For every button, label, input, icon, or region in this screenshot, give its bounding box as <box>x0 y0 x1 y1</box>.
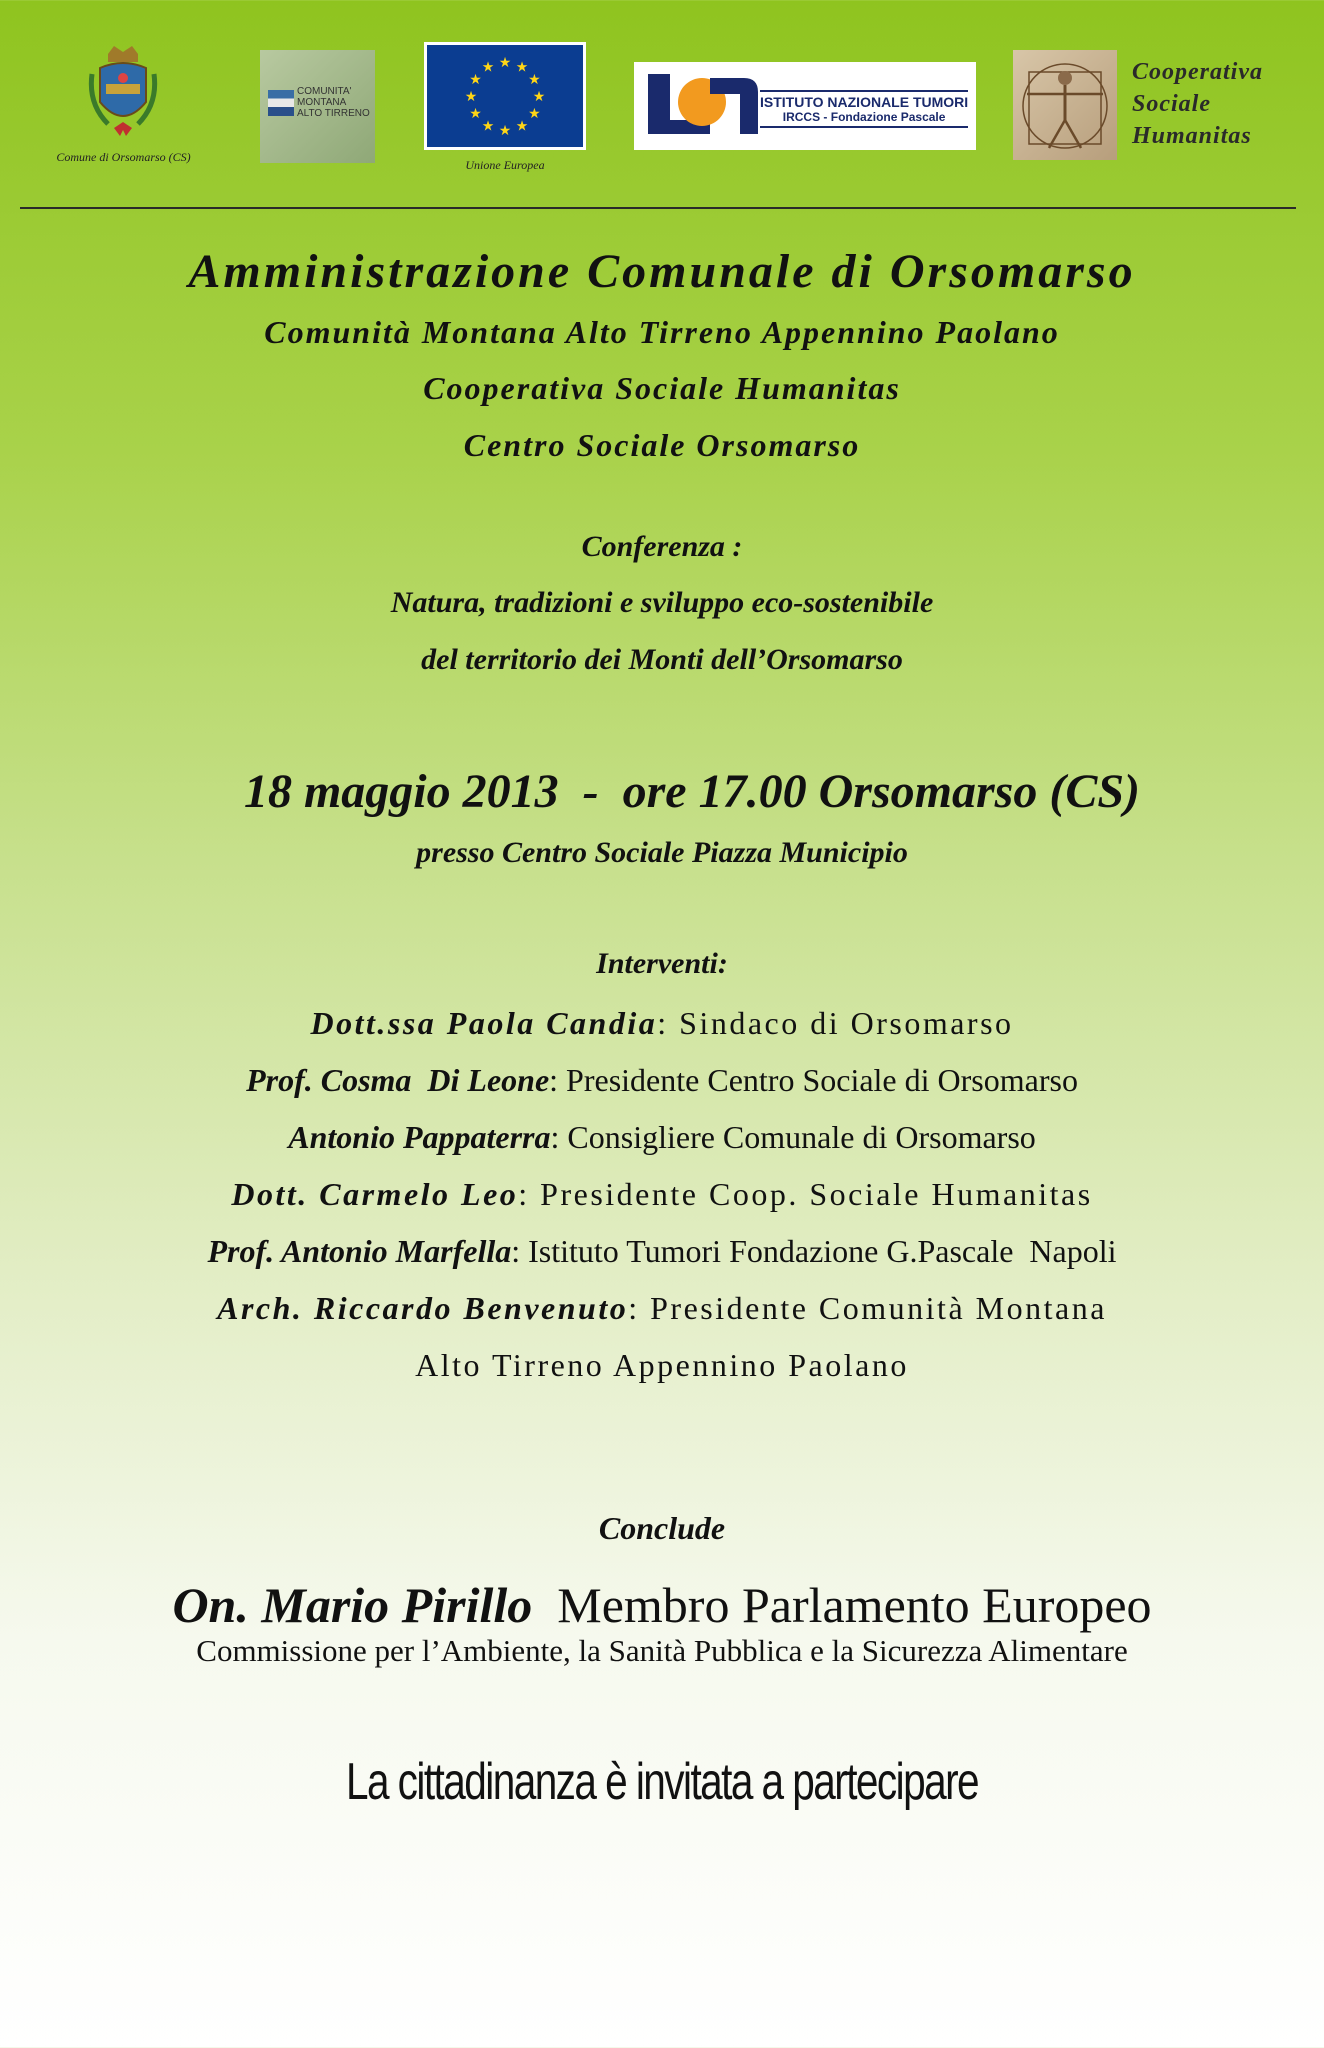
cm-logo-text-3: ALTO TIRRENO <box>297 108 370 119</box>
speaker-role: : Presidente Comunità Montana <box>628 1290 1107 1326</box>
eu-stars-icon <box>427 45 583 147</box>
int-logo-line2: IRCCS - Fondazione Pascale <box>760 110 968 128</box>
speaker-row <box>0 1176 1324 1213</box>
invitation-text: La cittadinanza è invitata a partecipare <box>345 1753 979 1811</box>
eu-star-icon: ★ <box>528 73 541 88</box>
eu-star-icon: ★ <box>515 119 529 135</box>
speaker-role: : Istituto Tumori Fondazione G.Pascale Napoli <box>511 1233 1117 1269</box>
speaker-name: Prof. Antonio Marfella <box>207 1233 512 1269</box>
speaker-name: Dott. Carmelo Leo <box>231 1176 519 1212</box>
vitruvian-man-logo <box>1013 50 1117 160</box>
speaker-role: : Sindaco di Orsomarso <box>657 1005 1014 1041</box>
coop-line-2: Sociale <box>1132 91 1211 117</box>
eu-star-icon: ★ <box>481 119 495 135</box>
conclusion-label: Conclude <box>598 1510 726 1546</box>
speaker-name: Arch. Riccardo Benvenuto <box>217 1290 629 1326</box>
coop-line-3: Humanitas <box>1132 123 1252 149</box>
cm-logo-text-2: MONTANA <box>297 97 347 108</box>
speaker-name: Dott.ssa Paola Candia <box>310 1005 658 1041</box>
speaker-role: : Presidente Coop. Sociale Humanitas <box>518 1176 1093 1212</box>
event-date-time: 18 maggio 2013 - ore 17.00 Orsomarso (CS) <box>243 765 1141 818</box>
eu-star-icon: ★ <box>528 107 541 122</box>
header-divider <box>20 207 1296 209</box>
coop-logo-text <box>1132 56 1263 152</box>
eu-star-icon: ★ <box>481 60 495 76</box>
organizer-title: Amministrazione Comunale di Orsomarso <box>188 245 1136 298</box>
eu-star-icon: ★ <box>532 90 546 105</box>
eu-star-icon: ★ <box>498 56 512 71</box>
speaker-row <box>0 1233 1324 1270</box>
speaker-row <box>0 1290 1324 1327</box>
eu-star-icon: ★ <box>515 60 529 76</box>
organizer-line-1: Comunità Montana Alto Tirreno Appennino Paolano <box>264 314 1060 350</box>
comune-caption: Comune di Orsomarso (CS) <box>56 150 191 164</box>
speaker-name: Antonio Pappaterra <box>288 1119 551 1155</box>
int-logo-line1: ISTITUTO NAZIONALE TUMORI <box>760 90 968 110</box>
flag-icon <box>268 90 294 116</box>
organizer-line-2: Cooperativa Sociale Humanitas <box>423 370 901 406</box>
organizer-line-3: Centro Sociale Orsomarso <box>463 427 861 463</box>
speaker-row <box>0 1119 1324 1156</box>
speakers-label: Interventi: <box>596 947 728 980</box>
comunita-montana-logo <box>260 50 375 163</box>
speaker-role-continuation: Alto Tirreno Appennino Paolano <box>415 1347 909 1383</box>
logo-header <box>0 0 1324 200</box>
keynote-line <box>0 1576 1324 1634</box>
speaker-row <box>0 1062 1324 1099</box>
eu-star-icon: ★ <box>464 90 478 105</box>
istituto-tumori-logo <box>634 62 976 150</box>
comune-coat-of-arms-logo <box>88 44 158 140</box>
conference-title-line1: Natura, tradizioni e sviluppo eco-sostenibile <box>390 586 934 619</box>
keynote-commission: Commissione per l’Ambiente, la Sanità Pubblica e la Sicurezza Alimentare <box>196 1633 1128 1668</box>
eu-star-icon: ★ <box>469 107 482 122</box>
speaker-role: : Presidente Centro Sociale di Orsomarso <box>549 1062 1078 1098</box>
speaker-role: : Consigliere Comunale di Orsomarso <box>550 1119 1036 1155</box>
conference-label: Conferenza : <box>581 530 743 563</box>
cm-logo-text-1: COMUNITA' <box>297 86 352 97</box>
eu-star-icon: ★ <box>469 73 482 88</box>
coop-line-1: Cooperativa <box>1132 59 1263 85</box>
speaker-row <box>0 1005 1324 1042</box>
event-venue: presso Centro Sociale Piazza Municipio <box>416 836 908 869</box>
eu-flag-logo <box>424 42 586 150</box>
conference-title-line2: del territorio dei Monti dell’Orsomarso <box>421 643 903 676</box>
eu-caption: Unione Europea <box>465 158 545 172</box>
keynote-role: Membro Parlamento Europeo <box>557 1577 1152 1633</box>
speaker-name: Prof. Cosma Di Leone <box>246 1062 550 1098</box>
keynote-name: On. Mario Pirillo <box>172 1577 533 1633</box>
eu-star-icon: ★ <box>498 124 512 139</box>
